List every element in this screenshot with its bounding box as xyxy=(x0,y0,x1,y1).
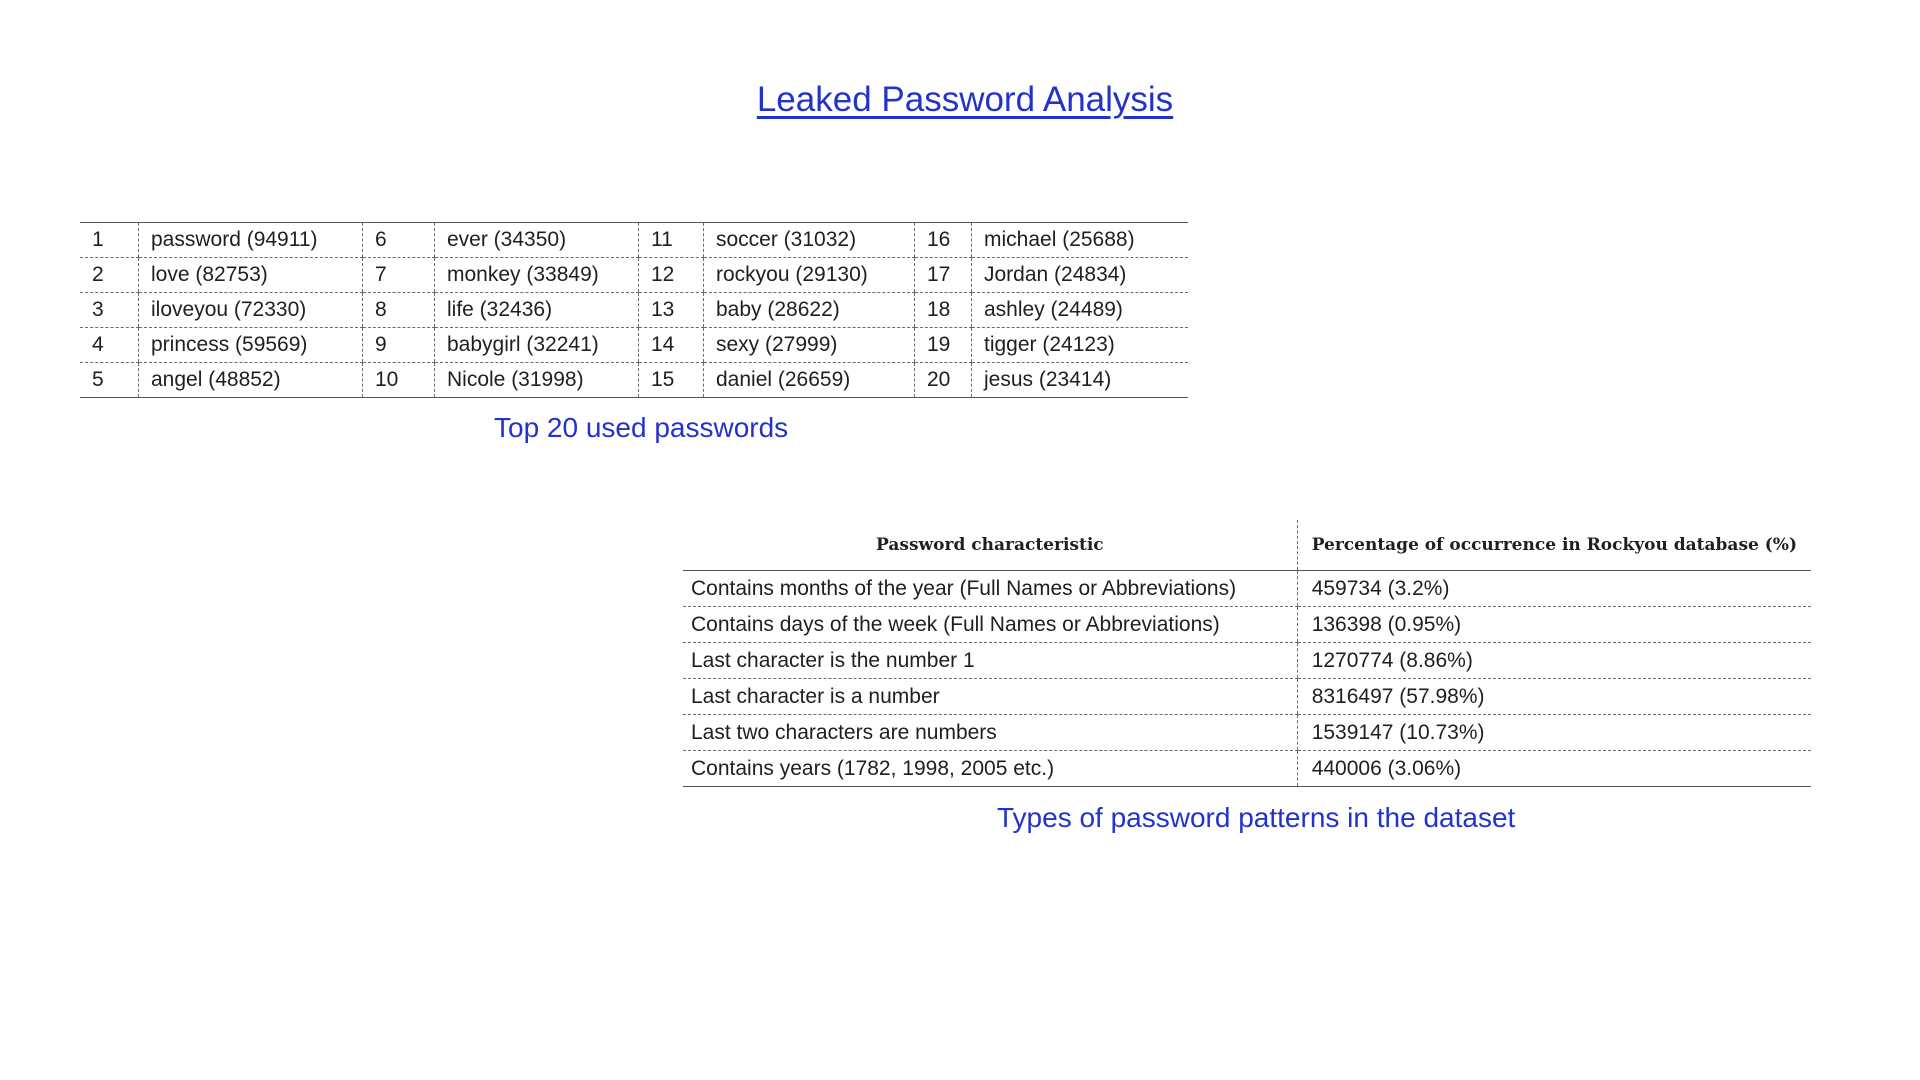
percentage-cell: 1539147 (10.73%) xyxy=(1297,715,1811,751)
rank-cell: 4 xyxy=(80,328,139,363)
password-cell: jesus (23414) xyxy=(972,363,1189,398)
rank-cell: 6 xyxy=(363,223,435,258)
rank-cell: 12 xyxy=(639,258,704,293)
table-row xyxy=(80,223,1188,258)
rank-cell: 18 xyxy=(915,293,972,328)
password-cell: sexy (27999) xyxy=(704,328,915,363)
characteristic-cell: Contains months of the year (Full Names or Abbreviations) xyxy=(683,571,1297,607)
rank-cell: 16 xyxy=(915,223,972,258)
rank-cell: 14 xyxy=(639,328,704,363)
password-patterns-table xyxy=(683,520,1811,787)
password-cell: password (94911) xyxy=(139,223,363,258)
characteristic-cell: Last character is a number xyxy=(683,679,1297,715)
rank-cell: 3 xyxy=(80,293,139,328)
characteristic-cell: Contains years (1782, 1998, 2005 etc.) xyxy=(691,756,1055,780)
rank-cell: 15 xyxy=(639,363,704,398)
percentage-cell: 440006 (3.06%) xyxy=(1297,751,1811,787)
top-passwords-caption: Top 20 used passwords xyxy=(494,412,789,443)
percentage-column-header: Percentage of occurrence in Rockyou database (%) xyxy=(1297,520,1811,571)
table-row xyxy=(683,607,1811,643)
password-cell: iloveyou (72330) xyxy=(139,293,363,328)
password-cell: princess (59569) xyxy=(139,328,363,363)
password-cell: michael (25688) xyxy=(972,223,1189,258)
rank-cell: 13 xyxy=(639,293,704,328)
percentage-cell: 136398 (0.95%) xyxy=(1297,607,1811,643)
rank-cell: 19 xyxy=(915,328,972,363)
table-row xyxy=(683,679,1811,715)
rank-cell: 11 xyxy=(639,223,704,258)
password-cell: angel (48852) xyxy=(139,363,363,398)
table-row xyxy=(80,293,1188,328)
table-row xyxy=(80,363,1188,398)
percentage-cell: 8316497 (57.98%) xyxy=(1297,679,1811,715)
password-cell: Nicole (31998) xyxy=(435,363,639,398)
rank-cell: 7 xyxy=(363,258,435,293)
password-cell: ever (34350) xyxy=(435,223,639,258)
table-row xyxy=(683,571,1811,607)
table-row xyxy=(80,258,1188,293)
characteristic-cell: Last character is the number 1 xyxy=(683,643,1297,679)
page-title[interactable]: Leaked Password Analysis xyxy=(756,80,1174,119)
table-row xyxy=(80,328,1188,363)
rank-cell: 10 xyxy=(363,363,435,398)
password-cell: baby (28622) xyxy=(704,293,915,328)
rank-cell: 5 xyxy=(92,368,104,391)
rank-cell: 1 xyxy=(80,223,139,258)
top-passwords-table xyxy=(80,222,1188,398)
characteristic-column-header: Password characteristic xyxy=(683,520,1297,571)
rank-cell: 2 xyxy=(80,258,139,293)
table-header-row xyxy=(683,520,1811,571)
password-cell: tigger (24123) xyxy=(972,328,1189,363)
password-cell: rockyou (29130) xyxy=(704,258,915,293)
password-cell: love (82753) xyxy=(139,258,363,293)
characteristic-cell: Last two characters are numbers xyxy=(683,715,1297,751)
rank-cell: 20 xyxy=(915,363,972,398)
table-row xyxy=(683,751,1811,787)
password-cell: ashley (24489) xyxy=(972,293,1189,328)
password-cell: daniel (26659) xyxy=(704,363,915,398)
rank-cell: 9 xyxy=(363,328,435,363)
percentage-cell: 459734 (3.2%) xyxy=(1297,571,1811,607)
table-row xyxy=(683,643,1811,679)
characteristic-cell: Contains days of the week (Full Names or Abbreviations) xyxy=(683,607,1297,643)
password-cell: monkey (33849) xyxy=(435,258,639,293)
password-cell: soccer (31032) xyxy=(704,223,915,258)
password-cell: babygirl (32241) xyxy=(435,328,639,363)
password-cell: life (32436) xyxy=(435,293,639,328)
password-cell: Jordan (24834) xyxy=(972,258,1189,293)
password-patterns-caption: Types of password patterns in the dataset xyxy=(997,802,1516,833)
rank-cell: 17 xyxy=(915,258,972,293)
rank-cell: 8 xyxy=(363,293,435,328)
table-row xyxy=(683,715,1811,751)
percentage-cell: 1270774 (8.86%) xyxy=(1297,643,1811,679)
